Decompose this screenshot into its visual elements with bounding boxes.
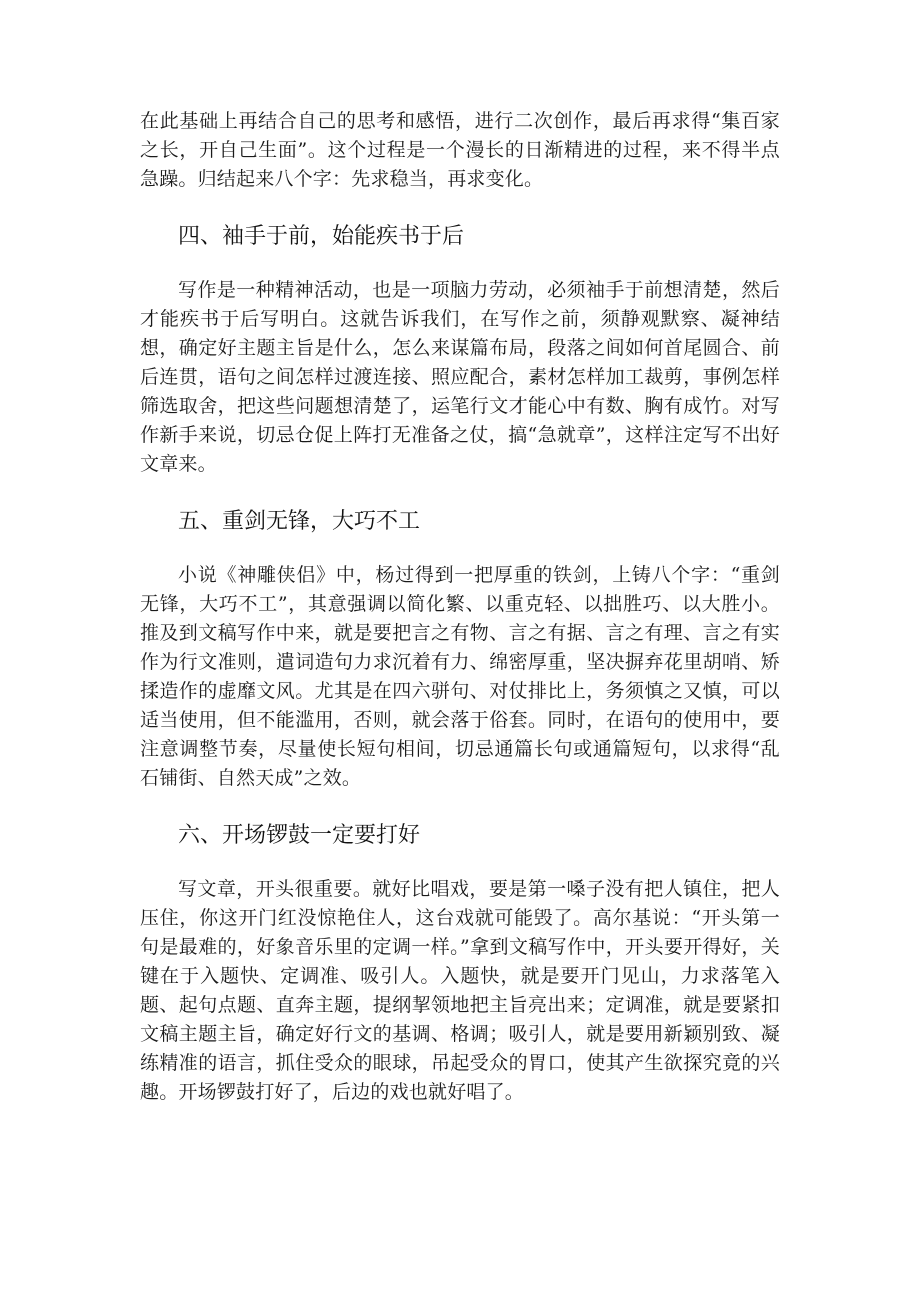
intro-paragraph: 在此基础上再结合自己的思考和感悟，进行二次创作，最后再求得“集百家之长，开自己生面”。这个过程是一个漫长的日渐精进的过程，来不得半点急躁。归结起来八个字：先求稳当，再求变化。 (140, 110, 780, 190)
spacer (140, 793, 780, 820)
section-body-4: 写作是一种精神活动，也是一项脑力劳动，必须袖手于前想清楚，然后才能疾书于后写明白。这就告诉我们，在写作之前，须静观默察、凝神结想，确定好主题主旨是什么，怎么来谋篇布局，段落之间如何首尾圆合、前后连贯，语句之间怎样过渡连接、照应配合，素材怎样加工裁剪，事例怎样筛选取舍，把这些问题想清楚了，运笔行文才能心中有数、胸有成竹。对写作新手来说，切忌仓促上阵打无准备之仗，搞“急就章”，这样注定写不出好文章来。 (140, 279, 780, 475)
section-heading-5: 五、重剑无锋，大巧不工 (178, 509, 421, 534)
spacer (140, 194, 780, 221)
document-page (140, 107, 780, 1107)
section-body-5: 小说《神雕侠侣》中，杨过得到一把厚重的铁剑，上铸八个字：“重剑无锋，大巧不工”，其意强调以简化繁、以重克轻、以拙胜巧、以大胜小。推及到文稿写作中来，就是要把言之有物、言之有据、言之有理、言之有实作为行文准则，遣词造句力求沉着有力、绵密厚重，坚决摒弃花里胡哨、矫揉造作的虚靡文风。尤其是在四六骈句、对仗排比上，务须慎之又慎，可以适当使用，但不能滥用，否则，就会落于俗套。同时，在语句的使用中，要注意调整节奏，尽量使长短句相间，切忌通篇长句或通篇短句，以求得“乱石铺街、自然天成”之效。 (140, 564, 780, 789)
spacer (140, 538, 780, 561)
spacer (140, 852, 780, 875)
section-heading-4: 四、袖手于前，始能疾书于后 (178, 224, 465, 249)
section-heading-6: 六、开场锣鼓一定要打好 (178, 823, 421, 848)
spacer (140, 253, 780, 276)
spacer (140, 479, 780, 506)
section-body-6: 写文章，开头很重要。就好比唱戏，要是第一嗓子没有把人镇住，把人压住，你这开门红没惊艳住人，这台戏就可能毁了。高尔基说：“开头第一句是最难的，好象音乐里的定调一样。”拿到文稿写作中，开头要开得好，关键在于入题快、定调准、吸引人。入题快，就是要开门见山，力求落笔入题、起句点题、直奔主题，提纲挈领地把主旨亮出来；定调准，就是要紧扣文稿主题主旨，确定好行文的基调、格调；吸引人，就是要用新颖别致、凝练精准的语言，抓住受众的眼球，吊起受众的胃口，使其产生欲探究竟的兴趣。开场锣鼓打好了，后边的戏也就好唱了。 (140, 878, 780, 1103)
